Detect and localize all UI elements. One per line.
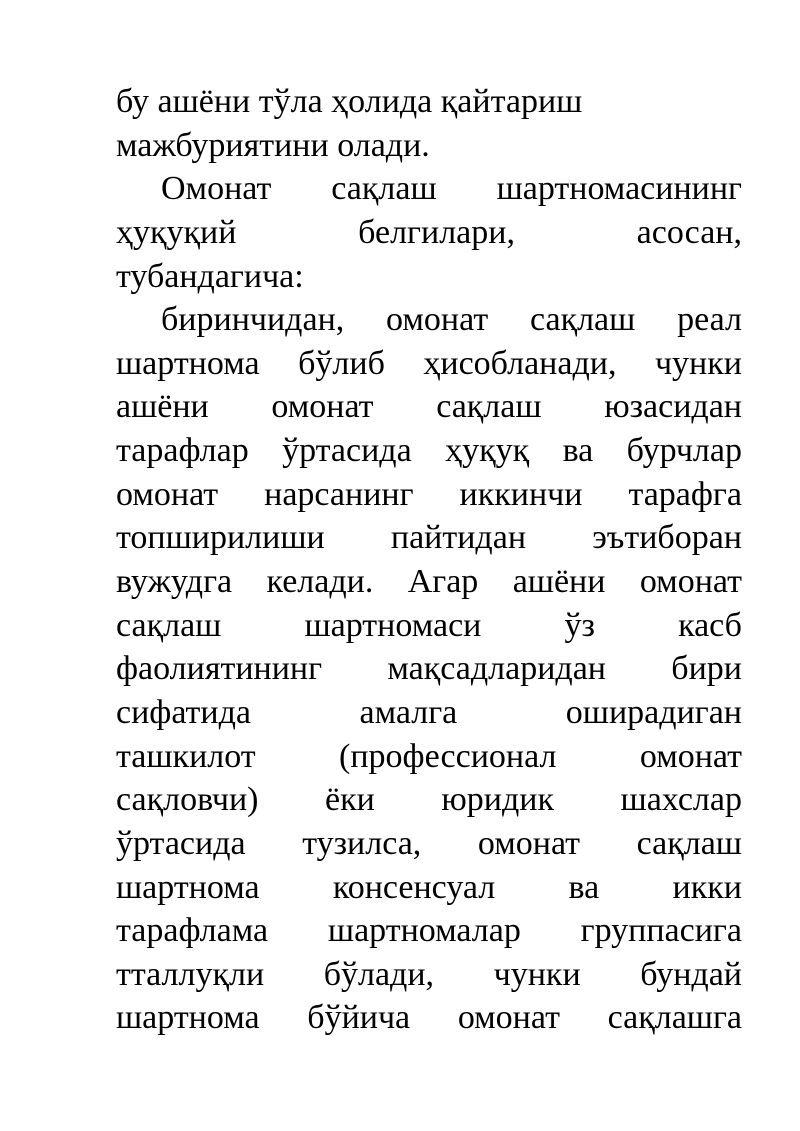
word: пайтидан <box>390 519 527 557</box>
text-line <box>116 866 742 910</box>
text-line <box>116 560 742 604</box>
word: ашёни <box>512 563 606 601</box>
word: сақлаш <box>436 388 542 426</box>
word: сақловчи) <box>116 781 259 819</box>
word: сақлашга <box>607 999 742 1037</box>
word: мақсадларидан <box>387 650 606 688</box>
word: ёки <box>325 781 375 819</box>
word: бундай <box>640 955 742 993</box>
word: шартномалар <box>327 912 521 950</box>
word: касб <box>678 606 742 644</box>
word: реал <box>677 301 742 339</box>
word: сақлаш <box>116 606 222 644</box>
word: шартнома <box>116 868 260 906</box>
word: шартнома <box>116 344 260 382</box>
word: сифатида <box>116 693 251 731</box>
paragraph-first-line <box>116 167 742 211</box>
word: белгилари, <box>358 213 515 251</box>
text-line <box>116 996 742 1040</box>
word: ҳуқуқий <box>116 213 237 251</box>
word: топширилиши <box>116 519 325 557</box>
text-line <box>116 211 742 255</box>
word: тарафлар <box>116 432 249 470</box>
word: чунки <box>654 344 742 382</box>
text-line <box>116 429 742 473</box>
word: шахслар <box>620 781 742 819</box>
word: Агар <box>407 563 479 601</box>
word: омонат <box>457 999 560 1037</box>
word: бўлиб <box>298 344 385 382</box>
word: бурчлар <box>626 432 742 470</box>
text-line <box>116 604 742 648</box>
word: тарафга <box>628 475 742 513</box>
word: бўйича <box>307 999 411 1037</box>
word: сақлаш <box>636 824 742 862</box>
text-line <box>116 909 742 953</box>
text-line <box>116 953 742 997</box>
word: амалга <box>359 693 458 731</box>
word: консенсуал <box>332 868 496 906</box>
word: омонат <box>477 824 581 862</box>
word: нарсанинг <box>264 475 414 513</box>
word: икки <box>672 868 742 906</box>
word: эътиборан <box>592 519 742 557</box>
text-line: бу ашёни тўла ҳолида қайтариш <box>116 83 583 120</box>
text-line <box>116 342 742 386</box>
word: юридик <box>441 781 554 819</box>
word: ҳуқуқ <box>445 432 530 470</box>
word: бири <box>671 650 742 688</box>
word: омонат <box>271 388 374 426</box>
word: шартномасининг <box>496 170 742 208</box>
word: асосан, <box>636 213 742 251</box>
word: Омонат <box>161 170 272 208</box>
text-line <box>116 473 742 517</box>
word: бўлади, <box>323 955 435 993</box>
word: омонат <box>639 737 742 775</box>
word: келади. <box>266 563 374 601</box>
word: чунки <box>493 955 581 993</box>
word: ташкилот <box>116 737 256 775</box>
word: ва <box>562 432 594 470</box>
word: шартномаси <box>304 606 482 644</box>
word: сақлаш <box>331 170 437 208</box>
text-line <box>116 516 742 560</box>
word: оширадиган <box>565 693 742 731</box>
word: омонат <box>116 475 219 513</box>
word: вужудга <box>116 563 233 601</box>
word: ўртасида <box>116 824 246 862</box>
text-line <box>116 822 742 866</box>
word: ҳисобланади, <box>423 344 617 382</box>
word: биринчидан, <box>161 301 345 339</box>
text-line <box>116 647 742 691</box>
word: ашёни <box>116 388 209 426</box>
word: ўз <box>564 606 595 644</box>
word: юзасидан <box>604 388 742 426</box>
text-line: мажбуриятини олади. <box>116 126 430 164</box>
word: омонат <box>639 563 742 601</box>
word: шартнома <box>116 999 260 1037</box>
text-line <box>116 778 742 822</box>
word: сақлаш <box>529 301 636 339</box>
word: иккинчи <box>459 475 583 513</box>
word: группасига <box>580 912 742 950</box>
text-line <box>116 691 742 735</box>
word: фаолиятининг <box>116 650 323 688</box>
paragraph-first-line <box>116 298 742 342</box>
word: тарафлама <box>116 912 269 950</box>
word: (профессионал <box>339 737 557 775</box>
text-line <box>116 735 742 779</box>
document-body <box>116 80 742 1040</box>
word: омонат <box>386 301 489 339</box>
text-line: тубандагича: <box>116 257 304 295</box>
word: тталлуқли <box>116 955 265 993</box>
word: ўртасида <box>282 432 412 470</box>
text-line <box>116 385 742 429</box>
word: тузилса, <box>302 824 422 862</box>
word: ва <box>568 868 600 906</box>
